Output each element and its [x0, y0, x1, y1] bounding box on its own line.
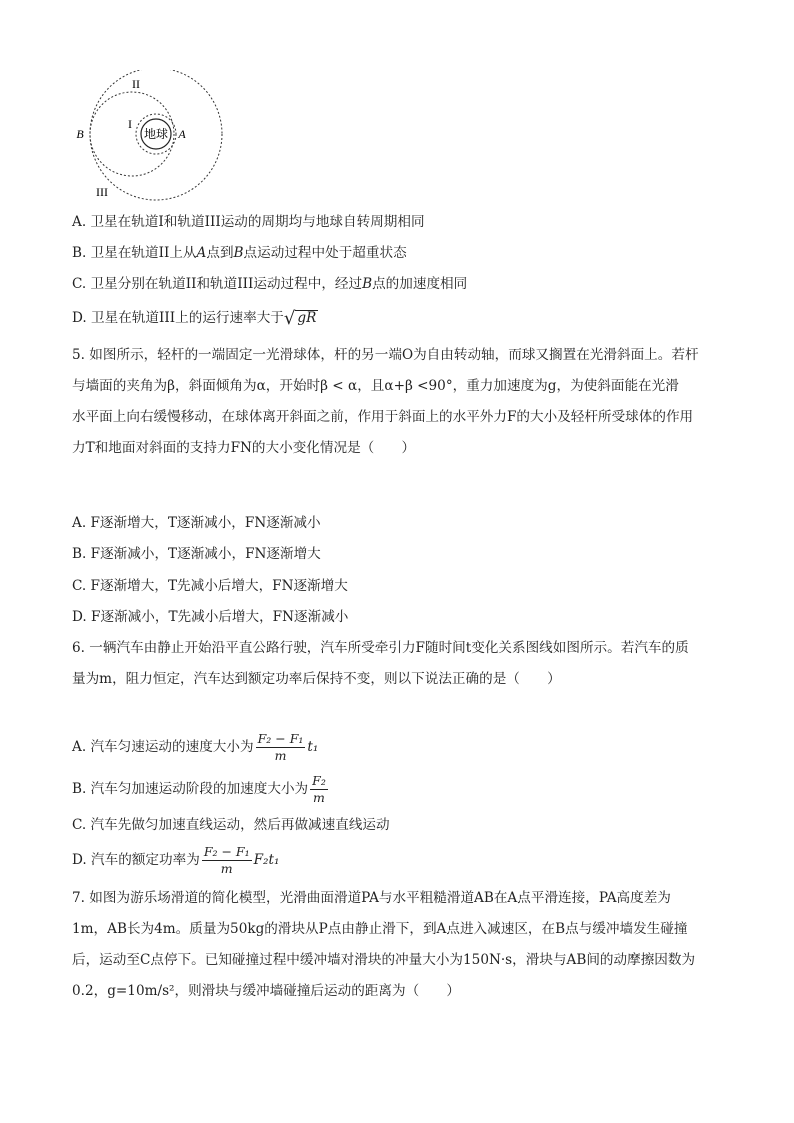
q6-line-2: 量为m，阻力恒定，汽车达到额定功率后保持不变，则以下说法正确的是（ ）	[72, 671, 561, 687]
q6-b-pre: B. 汽车匀加速运动阶段的加速度大小为	[72, 781, 309, 797]
label-i: I	[128, 117, 132, 131]
q4-b-point-b: B	[233, 245, 244, 261]
q4-d-pre: D. 卫星在轨道III上的运行速率大于	[72, 310, 284, 326]
q5-line-4: 力T和地面对斜面的支持力FN的大小变化情况是（ ）	[72, 440, 416, 456]
q6-a-den: m	[274, 748, 287, 763]
q5-option-c: C. F逐渐增大，T先减小后增大，FN逐渐增大	[72, 578, 348, 594]
q5-stem	[72, 340, 722, 464]
q7-line-4: 0.2，g=10m/s²，则滑块与缓冲墙碰撞后运动的距离为（ ）	[72, 983, 460, 999]
q6-option-b	[72, 772, 330, 806]
q6-d-f2t1: F₂t₁	[253, 852, 280, 868]
q5-line-2: 与墙面的夹角为β，斜面倾角为α，开始时β < α，且α+β <90°，重力加速度为g，为使斜面能在光滑	[72, 378, 679, 394]
earth-label: 地球	[143, 127, 169, 141]
orbit-diagram	[70, 70, 230, 202]
q5-option-d: D. F逐渐减小，T先减小后增大，FN逐渐减小	[72, 609, 349, 625]
label-b: B	[76, 127, 84, 141]
q6-a-num: F₂ − F₁	[257, 731, 304, 746]
q4-option-d	[72, 308, 318, 329]
q6-a-pre: A. 汽车匀速运动的速度大小为	[72, 739, 254, 755]
q4-option-b	[72, 243, 407, 263]
q6-option-d	[72, 843, 279, 877]
q6-d-pre: D. 汽车的额定功率为	[72, 852, 200, 868]
label-iii: III	[96, 185, 108, 199]
sqrt-symbol: √	[283, 308, 296, 329]
q6-line-1: 6. 一辆汽车由静止开始沿平直公路行驶，汽车所受牵引力F随时间t变化关系图线如图所示。若汽车的质	[72, 640, 689, 656]
q7-stem	[72, 883, 722, 1007]
q7-line-3: 后，运动至C点停下。已知碰撞过程中缓冲墙对滑块的冲量大小为150N·s，滑块与AB间的动摩擦因数为	[72, 952, 696, 968]
q6-b-num: F₂	[312, 773, 326, 788]
q4-option-c	[72, 274, 467, 294]
q5-line-1: 5. 如图所示，轻杆的一端固定一光滑球体，杆的另一端O为自由转动轴，而球又搁置在光滑斜面上。若杆	[72, 347, 699, 363]
q6-a-t1: t₁	[307, 739, 319, 755]
q6-option-c: C. 汽车先做匀加速直线运动，然后再做减速直线运动	[72, 817, 390, 833]
q5-line-3: 水平面上向右缓慢移动，在球体离开斜面之前，作用于斜面上的水平外力F的大小及轻杆所受球体的作用	[72, 409, 694, 425]
label-a: A	[178, 127, 186, 141]
q6-a-fraction	[256, 731, 306, 764]
q5-option-b: B. F逐渐减小，T逐渐减小，FN逐渐增大	[72, 546, 321, 562]
q4-b-pre: B. 卫星在轨道II上从	[72, 245, 197, 261]
q4-d-sqrt: gR	[297, 310, 317, 326]
q6-option-a	[72, 730, 318, 764]
q6-stem	[72, 633, 722, 695]
q4-b-mid: 点到	[206, 245, 234, 261]
q6-d-num: F₂ − F₁	[203, 844, 250, 859]
q4-b-post: 点运动过程中处于超重状态	[243, 245, 407, 261]
q5-option-a: A. F逐渐增大，T逐渐减小，FN逐渐减小	[72, 515, 321, 531]
q7-line-2: 1m，AB长为4m。质量为50kg的滑块从P点由静止滑下，到A点进入减速区，在B点与缓冲墙发生碰撞	[72, 921, 688, 937]
q6-d-den: m	[220, 861, 233, 876]
q4-option-a: A. 卫星在轨道I和轨道III运动的周期均与地球自转周期相同	[72, 214, 425, 230]
q6-b-den: m	[313, 790, 325, 805]
q4-c-pre: C. 卫星分别在轨道II和轨道III运动过程中，经过	[72, 276, 363, 292]
q4-c-post: 点的加速度相同	[372, 276, 468, 292]
q7-line-1: 7. 如图为游乐场滑道的简化模型，光滑曲面滑道PA与水平粗糙滑道AB在A点平滑连接，PA高度差为	[72, 890, 671, 906]
label-ii: II	[132, 77, 140, 91]
q6-d-fraction	[202, 844, 252, 877]
q4-c-point-b: B	[362, 276, 373, 292]
q4-b-point-a: A	[196, 245, 207, 261]
q6-b-fraction	[310, 773, 328, 806]
